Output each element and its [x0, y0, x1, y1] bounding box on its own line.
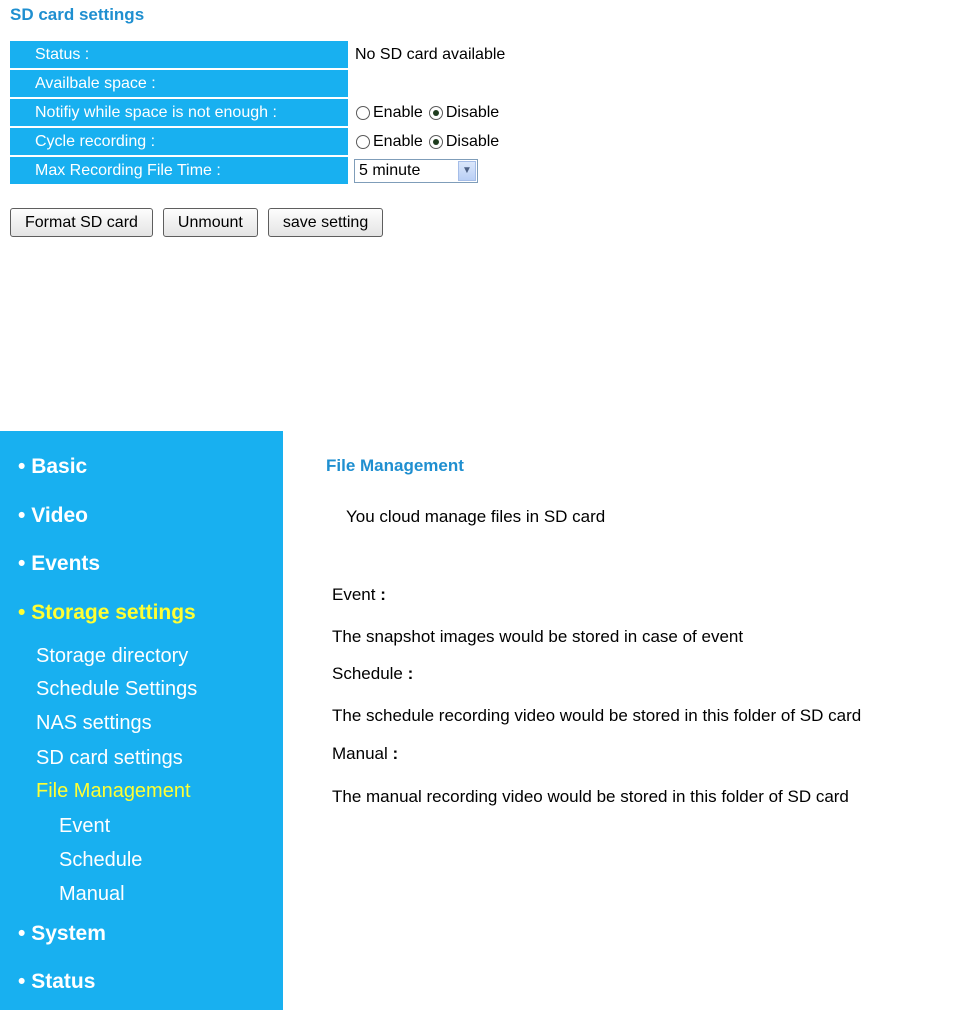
save-setting-button[interactable]: save setting: [268, 208, 383, 237]
status-value: No SD card available: [355, 45, 506, 63]
sidebar-item-events[interactable]: [18, 552, 100, 576]
cycle-disable-radio[interactable]: [429, 135, 443, 149]
sidebar-item-video[interactable]: [18, 504, 88, 528]
notify-disable-option[interactable]: [429, 104, 499, 122]
format-sd-card-button[interactable]: Format SD card: [10, 208, 153, 237]
schedule-heading-label: Schedule: [332, 664, 403, 683]
sidebar-item-label: System: [31, 922, 106, 945]
notify-disable-radio[interactable]: [429, 106, 443, 120]
available-space-label: Availbale space :: [10, 70, 348, 97]
sidebar-nav: [0, 431, 283, 1010]
cycle-disable-option[interactable]: [429, 133, 499, 151]
event-heading-colon: :: [380, 585, 386, 604]
sidebar-item-event[interactable]: Event: [59, 815, 111, 837]
notify-enable-label: Enable: [373, 103, 423, 121]
chevron-down-icon[interactable]: ▼: [458, 161, 476, 181]
max-file-time-value: 5 minute: [359, 161, 421, 179]
bullet-icon: •: [18, 970, 26, 993]
file-management-title: File Management: [326, 456, 464, 475]
status-label: Status :: [10, 41, 348, 68]
sd-settings-title: SD card settings: [10, 5, 145, 24]
manual-heading-label: Manual: [332, 744, 388, 763]
bullet-icon: •: [18, 504, 26, 527]
sidebar-item-schedule[interactable]: Schedule: [59, 849, 143, 871]
notify-radio-group: [348, 104, 505, 122]
cycle-recording-label: Cycle recording :: [10, 128, 348, 155]
event-heading: [332, 585, 386, 605]
sidebar-item-manual[interactable]: Manual: [59, 883, 125, 905]
sidebar-item-label: Storage settings: [31, 601, 196, 624]
cycle-recording-row: [10, 128, 505, 155]
sidebar-item-storage-settings[interactable]: [18, 601, 196, 625]
sidebar-item-schedule-settings[interactable]: Schedule Settings: [36, 678, 198, 700]
max-file-time-label: Max Recording File Time :: [10, 157, 348, 184]
event-heading-label: Event: [332, 585, 376, 604]
sidebar-item-file-management[interactable]: File Management: [36, 780, 191, 802]
event-description: The snapshot images would be stored in case of event: [332, 627, 744, 646]
sidebar-item-system[interactable]: [18, 922, 106, 946]
schedule-description: The schedule recording video would be stored in this folder of SD card: [332, 706, 862, 725]
schedule-heading: [332, 664, 413, 684]
cycle-enable-option[interactable]: [356, 133, 423, 151]
schedule-heading-colon: :: [407, 664, 414, 683]
sidebar-item-label: Status: [31, 970, 96, 993]
cycle-enable-label: Enable: [373, 132, 423, 150]
cycle-radio-group: [348, 133, 505, 151]
notify-enable-radio[interactable]: [356, 106, 370, 120]
manual-heading-colon: :: [392, 744, 399, 763]
max-file-time-row: [10, 157, 505, 184]
cycle-enable-radio[interactable]: [356, 135, 370, 149]
sidebar-item-label: Basic: [31, 455, 88, 478]
sd-button-row: [10, 208, 393, 237]
available-space-row: [10, 70, 505, 97]
bullet-icon: •: [18, 601, 26, 624]
sidebar-item-label: Events: [31, 552, 101, 575]
sd-settings-table: [10, 41, 505, 186]
notify-disable-label: Disable: [445, 103, 500, 121]
sidebar-item-basic[interactable]: [18, 455, 87, 479]
sidebar-item-status[interactable]: [18, 970, 95, 994]
sidebar-item-label: Video: [31, 504, 88, 527]
max-file-time-select[interactable]: [354, 159, 478, 183]
notify-enable-option[interactable]: [356, 104, 423, 122]
bullet-icon: •: [18, 922, 26, 945]
bullet-icon: •: [18, 455, 26, 478]
unmount-button[interactable]: Unmount: [163, 208, 258, 237]
manual-description: The manual recording video would be stored in this folder of SD card: [332, 787, 849, 806]
notify-row: [10, 99, 505, 126]
sidebar-item-sd-card-settings[interactable]: SD card settings: [36, 747, 183, 769]
file-management-intro: You cloud manage files in SD card: [346, 507, 606, 526]
sidebar-item-storage-directory[interactable]: Storage directory: [36, 645, 189, 667]
bullet-icon: •: [18, 552, 26, 575]
manual-heading: [332, 744, 398, 764]
notify-label: Notifiy while space is not enough :: [10, 99, 348, 126]
cycle-disable-label: Disable: [445, 132, 500, 150]
sidebar-item-nas-settings[interactable]: NAS settings: [36, 712, 152, 734]
status-row: [10, 41, 505, 68]
